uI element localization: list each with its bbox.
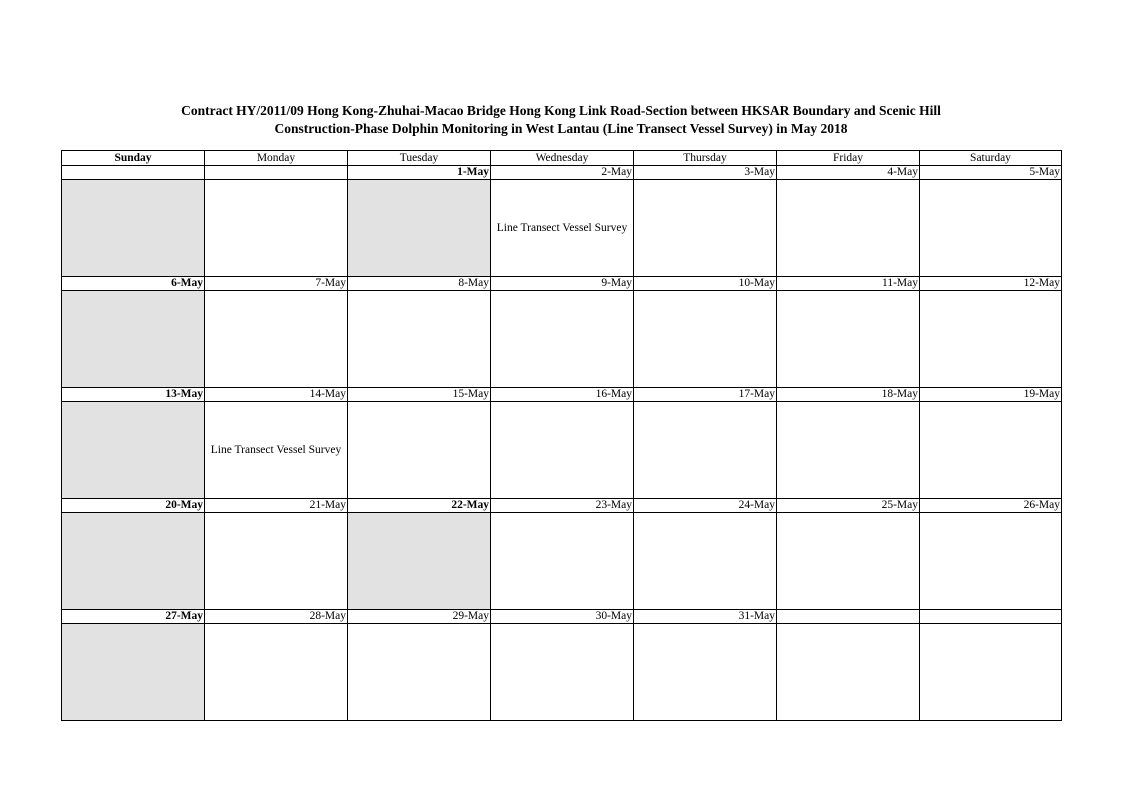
day-cell bbox=[920, 180, 1062, 277]
day-cell bbox=[348, 513, 491, 610]
date-cell: 12-May bbox=[920, 277, 1062, 291]
date-cell: 18-May bbox=[777, 388, 920, 402]
day-cell bbox=[920, 291, 1062, 388]
date-cell: 16-May bbox=[491, 388, 634, 402]
day-cell bbox=[62, 402, 205, 499]
day-cell bbox=[491, 291, 634, 388]
weekday-header-wednesday: Wednesday bbox=[491, 151, 634, 166]
weekday-header-row bbox=[62, 151, 1062, 166]
date-cell: 8-May bbox=[348, 277, 491, 291]
weekday-header-monday: Monday bbox=[205, 151, 348, 166]
week-date-row bbox=[62, 277, 1062, 291]
day-cell bbox=[62, 180, 205, 277]
date-cell: 7-May bbox=[205, 277, 348, 291]
date-cell bbox=[205, 166, 348, 180]
date-cell: 31-May bbox=[634, 610, 777, 624]
date-cell bbox=[920, 610, 1062, 624]
survey-event-label: Line Transect Vessel Survey bbox=[210, 444, 342, 456]
date-cell: 4-May bbox=[777, 166, 920, 180]
date-cell: 23-May bbox=[491, 499, 634, 513]
day-cell bbox=[348, 624, 491, 721]
day-cell bbox=[205, 624, 348, 721]
week-date-row bbox=[62, 388, 1062, 402]
date-cell: 30-May bbox=[491, 610, 634, 624]
day-cell bbox=[491, 624, 634, 721]
day-cell bbox=[62, 291, 205, 388]
weekday-header-tuesday: Tuesday bbox=[348, 151, 491, 166]
day-cell bbox=[491, 513, 634, 610]
day-cell bbox=[777, 513, 920, 610]
day-cell bbox=[777, 291, 920, 388]
weekday-header-sunday: Sunday bbox=[62, 151, 205, 166]
date-cell: 28-May bbox=[205, 610, 348, 624]
calendar-table bbox=[61, 150, 1062, 721]
day-cell bbox=[62, 513, 205, 610]
date-cell: 21-May bbox=[205, 499, 348, 513]
day-cell bbox=[634, 513, 777, 610]
date-cell: 24-May bbox=[634, 499, 777, 513]
week-body-row bbox=[62, 180, 1062, 277]
week-body-row bbox=[62, 513, 1062, 610]
day-cell bbox=[920, 624, 1062, 721]
day-cell bbox=[205, 180, 348, 277]
date-cell: 17-May bbox=[634, 388, 777, 402]
document-title-line-1: Contract HY/2011/09 Hong Kong-Zhuhai-Macao Bridge Hong Kong Link Road-Section between HKSAR Boundary and Scenic Hill bbox=[181, 103, 941, 118]
day-cell bbox=[491, 402, 634, 499]
day-cell bbox=[634, 180, 777, 277]
date-cell bbox=[777, 610, 920, 624]
day-cell bbox=[920, 513, 1062, 610]
date-cell: 27-May bbox=[62, 610, 205, 624]
week-date-row bbox=[62, 610, 1062, 624]
day-cell bbox=[205, 402, 348, 499]
date-cell: 5-May bbox=[920, 166, 1062, 180]
day-cell bbox=[777, 402, 920, 499]
date-cell: 6-May bbox=[62, 277, 205, 291]
date-cell: 20-May bbox=[62, 499, 205, 513]
weekday-header-thursday: Thursday bbox=[634, 151, 777, 166]
date-cell: 29-May bbox=[348, 610, 491, 624]
day-cell bbox=[348, 180, 491, 277]
date-cell: 15-May bbox=[348, 388, 491, 402]
day-cell bbox=[348, 402, 491, 499]
week-body-row bbox=[62, 291, 1062, 388]
day-cell bbox=[777, 180, 920, 277]
date-cell: 11-May bbox=[777, 277, 920, 291]
week-body-row bbox=[62, 402, 1062, 499]
day-cell bbox=[634, 624, 777, 721]
day-cell bbox=[777, 624, 920, 721]
date-cell: 13-May bbox=[62, 388, 205, 402]
day-cell bbox=[491, 180, 634, 277]
day-cell bbox=[205, 291, 348, 388]
date-cell: 9-May bbox=[491, 277, 634, 291]
weekday-header-saturday: Saturday bbox=[920, 151, 1062, 166]
day-cell bbox=[205, 513, 348, 610]
week-body-row bbox=[62, 624, 1062, 721]
day-cell bbox=[62, 624, 205, 721]
date-cell: 25-May bbox=[777, 499, 920, 513]
week-date-row bbox=[62, 166, 1062, 180]
day-cell bbox=[348, 291, 491, 388]
date-cell: 22-May bbox=[348, 499, 491, 513]
date-cell: 10-May bbox=[634, 277, 777, 291]
document-title-line-2: Construction-Phase Dolphin Monitoring in West Lantau (Line Transect Vessel Survey) in May 2018 bbox=[274, 121, 848, 136]
day-cell bbox=[634, 291, 777, 388]
day-cell bbox=[634, 402, 777, 499]
date-cell: 2-May bbox=[491, 166, 634, 180]
date-cell: 26-May bbox=[920, 499, 1062, 513]
week-date-row bbox=[62, 499, 1062, 513]
date-cell: 1-May bbox=[348, 166, 491, 180]
day-cell bbox=[920, 402, 1062, 499]
date-cell: 3-May bbox=[634, 166, 777, 180]
date-cell: 19-May bbox=[920, 388, 1062, 402]
survey-event-label: Line Transect Vessel Survey bbox=[496, 222, 628, 234]
weekday-header-friday: Friday bbox=[777, 151, 920, 166]
date-cell: 14-May bbox=[205, 388, 348, 402]
date-cell bbox=[62, 166, 205, 180]
